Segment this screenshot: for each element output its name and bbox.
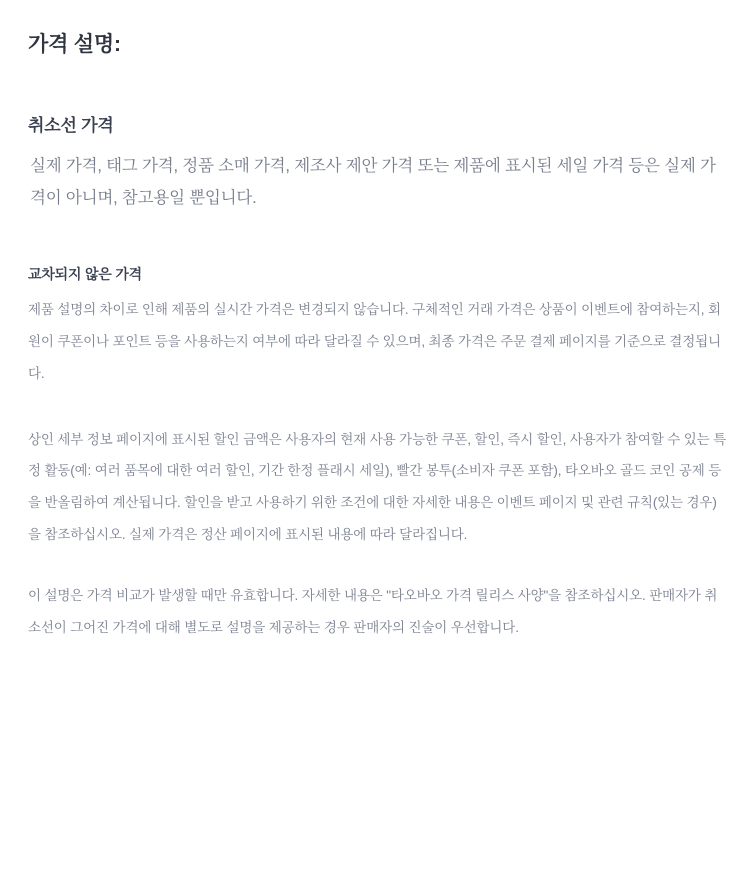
sub-heading-non-crossed-price: 교차되지 않은 가격 <box>28 266 142 283</box>
section-heading-strikethrough-price: 취소선 가격 <box>28 116 114 135</box>
lead-paragraph-strikethrough-price: 실제 가격, 태그 가격, 정품 소매 가격, 제조사 제안 가격 또는 제품에 표시된 세일 가격 등은 실제 가격이 아니며, 참고용일 뿐입니다. <box>30 157 716 208</box>
body-paragraph-discount-calculation: 상인 세부 정보 페이지에 표시된 할인 금액은 사용자의 현재 사용 가능한 쿠폰, 할인, 즉시 할인, 사용자가 참여할 수 있는 특정 활동(예: 여러 품목에 대한 여러 할인, 기간 한정 플래시 세일), 빨간 봉투(소비자 쿠폰 포함), 타오바오 골드 코인 공제 등을 반올림하여 계산됩니다. 할인을 받고 사용하기 위한 조건에 대한 자세한 내용은 이벤트 페이지 및 관련 규칙(있는 경우)을 참조하십시오. 실제 가격은 정산 페이지에 표시된 내용에 따라 달라집니다. <box>28 431 726 542</box>
page-title: 가격 설명: <box>28 33 121 56</box>
body-paragraph-price-comparison-note: 이 설명은 가격 비교가 발생할 때만 유효합니다. 자세한 내용은 "타오바오 가격 릴리스 사양"을 참조하십시오. 판매자가 취소선이 그어진 가격에 대해 별도로 설명을 제공하는 경우 판매자의 진술이 우선합니다. <box>28 588 718 636</box>
body-paragraph-realtime-price: 제품 설명의 차이로 인해 제품의 실시간 가격은 변경되지 않습니다. 구체적인 거래 가격은 상품이 이벤트에 참여하는지, 회원이 쿠폰이나 포인트 등을 사용하는지 여부에 따라 달라질 수 있으며, 최종 가격은 주문 결제 페이지를 기준으로 결정됩니다. <box>28 302 721 381</box>
